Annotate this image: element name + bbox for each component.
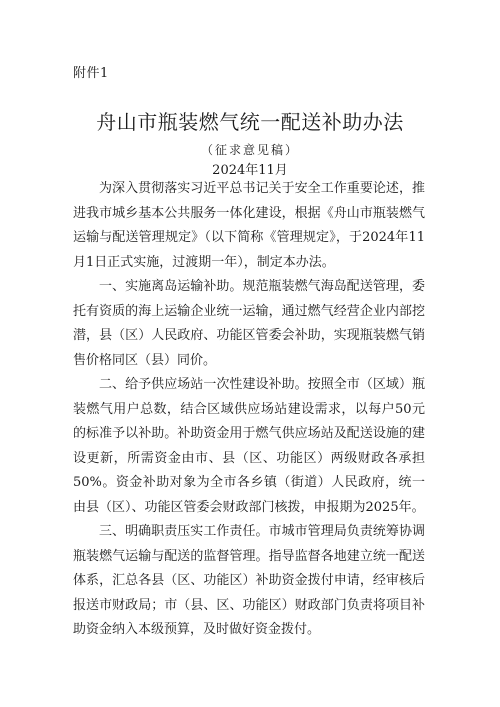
- section-3-paragraph: 三、明确职责压实工作责任。市城市管理局负责统筹协调瓶装燃气运输与配送的监督管理。指导监督各地建立统一配送体系，汇总各县（区、功能区）补助资金拨付申请，经审核后报送市财政局；市（县、区、功能区）财政部门负责将项目补助资金纳入本级预算，及时做好资金拨付。: [73, 524, 425, 637]
- intro-paragraph: 为深入贯彻落实习近平总书记关于安全工作重要论述，推进我市城乡基本公共服务一体化建设，根据《舟山市瓶装燃气运输与配送管理规定》（以下简称《管理规定》，于2024年11月1日正式实施，过渡期一年），制定本办法。: [73, 181, 425, 270]
- document-body: [73, 177, 425, 643]
- document-title: 舟山市瓶装燃气统一配送补助办法: [96, 110, 404, 134]
- section-2-paragraph: 二、给予供应场站一次性建设补助。按照全市（区域）瓶装燃气用户总数，结合区域供应场站建设需求，以每户50元的标准予以补助。补助资金用于燃气供应场站及配送设施的建设更新，所需资金由市、县（区、功能区）两级财政各承担50%。资金补助对象为全市各乡镇（街道）人民政府，统一由县（区）、功能区管委会财政部门核拨，申报期为2025年。: [73, 377, 425, 515]
- annex-label: 附件1: [73, 66, 109, 81]
- section-1-paragraph: 一、实施离岛运输补助。规范瓶装燃气海岛配送管理，委托有资质的海上运输企业统一运输，通过燃气经营企业内部挖潜，县（区）人民政府、功能区管委会补助，实现瓶装燃气销售价格同区（县）同价。: [73, 279, 425, 368]
- document-subtitle: （征求意见稿）: [200, 143, 299, 157]
- document-date: 2024年11月: [212, 163, 288, 178]
